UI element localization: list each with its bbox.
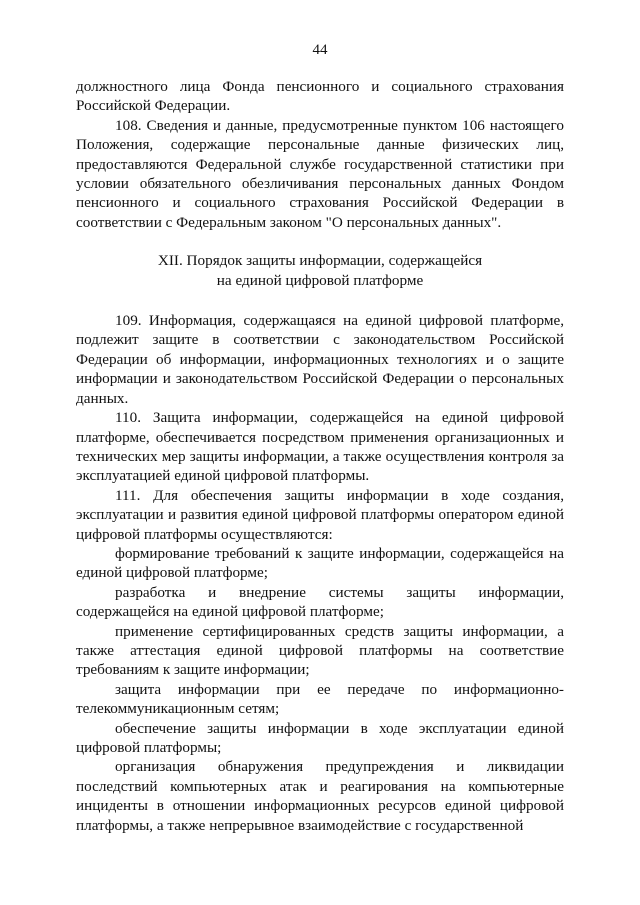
list-item-development: разработка и внедрение системы защиты информации, содержащейся на единой цифровой платформе; [76, 583, 564, 621]
section-heading-line-1: XII. Порядок защиты информации, содержащейся [157, 252, 483, 270]
page-number: 44 [312, 42, 328, 58]
paragraph-continuation: должностного лица Фонда пенсионного и социального страхования Российской Федерации. [76, 78, 564, 115]
document-body [76, 77, 564, 835]
paragraph-110: 110. Защита информации, содержащейся на единой цифровой платформе, обеспечивается посредством применения организационных и технических мер защиты информации, а также осуществления контроля за эксплуатацией единой цифровой платформы. [76, 409, 564, 485]
section-heading [76, 251, 564, 290]
section-heading-line-2: на единой цифровой платформе [216, 271, 424, 289]
list-item-certified-tools: применение сертифицированных средств защиты информации, а также аттестация единой цифровой платформы на соответствие требованиям к защите информации; [76, 622, 564, 679]
list-item-transmission: защита информации при ее передаче по информационно-телекоммуникационным сетям; [76, 680, 564, 718]
list-item-requirements: формирование требований к защите информации, содержащейся на единой цифровой платформе; [76, 544, 564, 582]
paragraph-111: 111. Для обеспечения защиты информации в ходе создания, эксплуатации и развития единой цифровой платформы оператором единой цифровой платформы осуществляются: [76, 486, 564, 543]
list-item-incidents: организация обнаружения предупреждения и ликвидации последствий компьютерных атак и реагирования на компьютерные инциденты в отношении информационных ресурсов единой цифровой платформы, а также непрерывное взаимодействие с государственной [76, 758, 564, 834]
paragraph-109: 109. Информация, содержащаяся на единой цифровой платформе, подлежит защите в соответствии с законодательством Российской Федерации об информации, информационных технологиях и о защите информации и законодательством Российской Федерации о персональных данных. [76, 312, 564, 407]
list-item-operation: обеспечение защиты информации в ходе эксплуатации единой цифровой платформы; [76, 719, 564, 756]
paragraph-108: 108. Сведения и данные, предусмотренные пунктом 106 настоящего Положения, содержащие персональные данные физических лиц, предоставляются Федеральной службе государственной статистики при условии обязательного обезличивания персональных данных Фондом пенсионного и социального страхования Российской Федерации в соответствии с Федеральным законом "О персональных данных". [76, 116, 564, 231]
